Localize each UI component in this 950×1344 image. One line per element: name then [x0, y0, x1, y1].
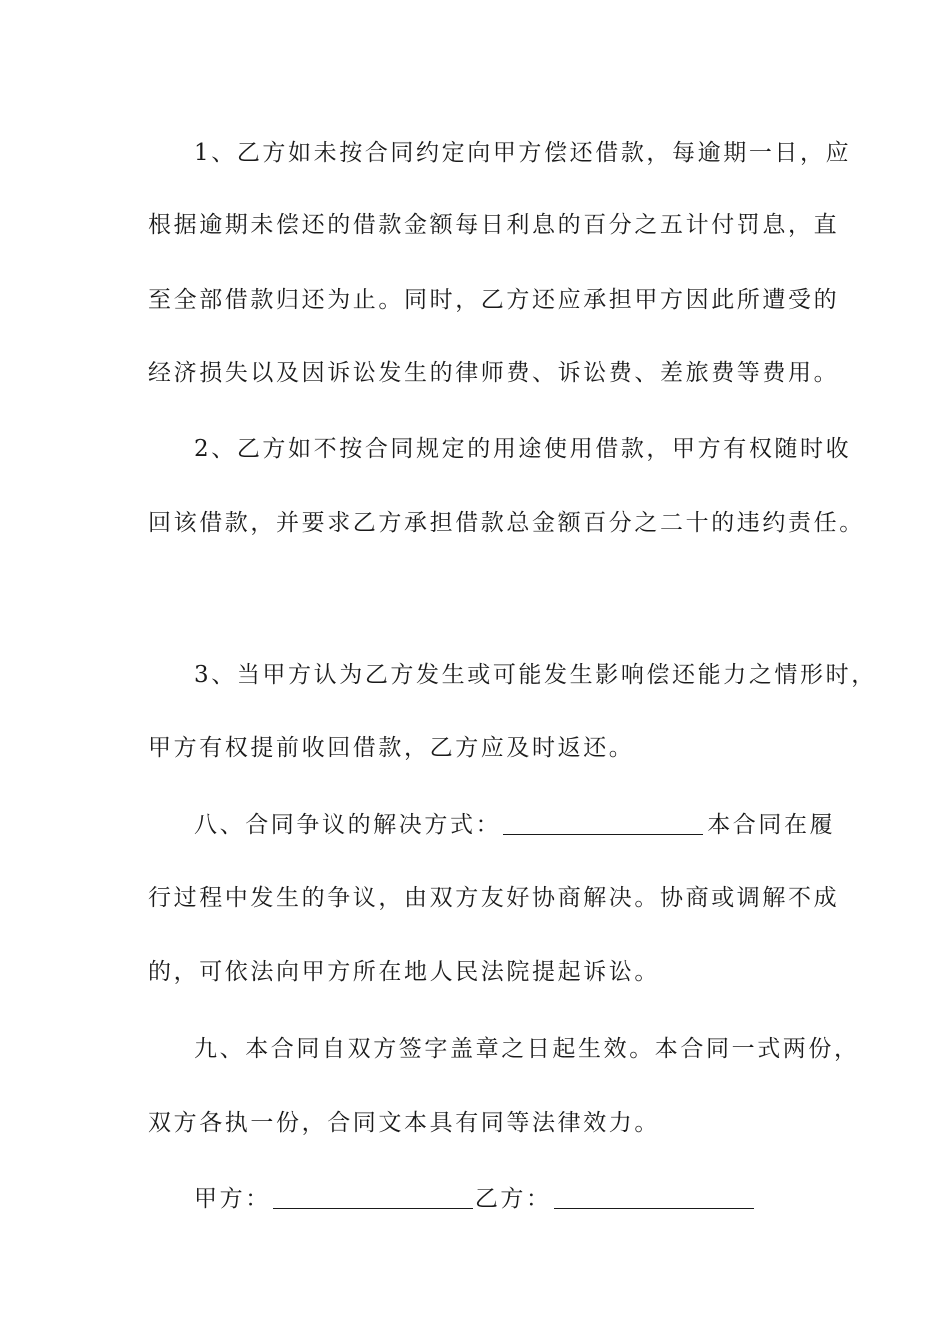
party-b-signature-blank — [554, 1186, 754, 1209]
clause-1-line-3: 至全部借款归还为止。同时，乙方还应承担甲方因此所遭受的 — [148, 287, 840, 313]
clause-1-line-4: 经济损失以及因诉讼发生的律师费、诉讼费、差旅费等费用。 — [148, 360, 840, 386]
clause-8-suffix: 本合同在履 — [707, 812, 836, 838]
clause-2-line-1: 2、乙方如不按合同规定的用途使用借款，甲方有权随时收 — [194, 436, 852, 462]
clause-8-line-2: 行过程中发生的争议，由双方友好协商解决。协商或调解不成 — [148, 885, 840, 911]
clause-3-line-1: 3、当甲方认为乙方发生或可能发生影响偿还能力之情形时， — [194, 662, 877, 688]
signature-line — [194, 1184, 874, 1214]
clause-8-line-3: 的，可依法向甲方所在地人民法院提起诉讼。 — [148, 959, 660, 985]
clause-9-line-2: 双方各执一份，合同文本具有同等法律效力。 — [148, 1110, 660, 1136]
clause-8-line-1 — [194, 810, 874, 840]
dispute-method-blank — [503, 812, 703, 835]
party-a-signature-blank — [273, 1186, 473, 1209]
clause-1-line-1: 1、乙方如未按合同约定向甲方偿还借款，每逾期一日，应 — [194, 140, 852, 166]
clause-8-prefix: 八、合同争议的解决方式： — [194, 812, 502, 838]
party-a-label: 甲方： — [194, 1186, 271, 1212]
clause-3-line-2: 甲方有权提前收回借款，乙方应及时返还。 — [148, 735, 635, 761]
clause-1-line-2: 根据逾期未偿还的借款金额每日利息的百分之五计付罚息，直 — [148, 212, 840, 238]
clause-2-line-2: 回该借款，并要求乙方承担借款总金额百分之二十的违约责任。 — [148, 510, 865, 536]
clause-9-line-1: 九、本合同自双方签字盖章之日起生效。本合同一式两份， — [194, 1036, 860, 1062]
party-b-label: 乙方： — [474, 1186, 552, 1212]
